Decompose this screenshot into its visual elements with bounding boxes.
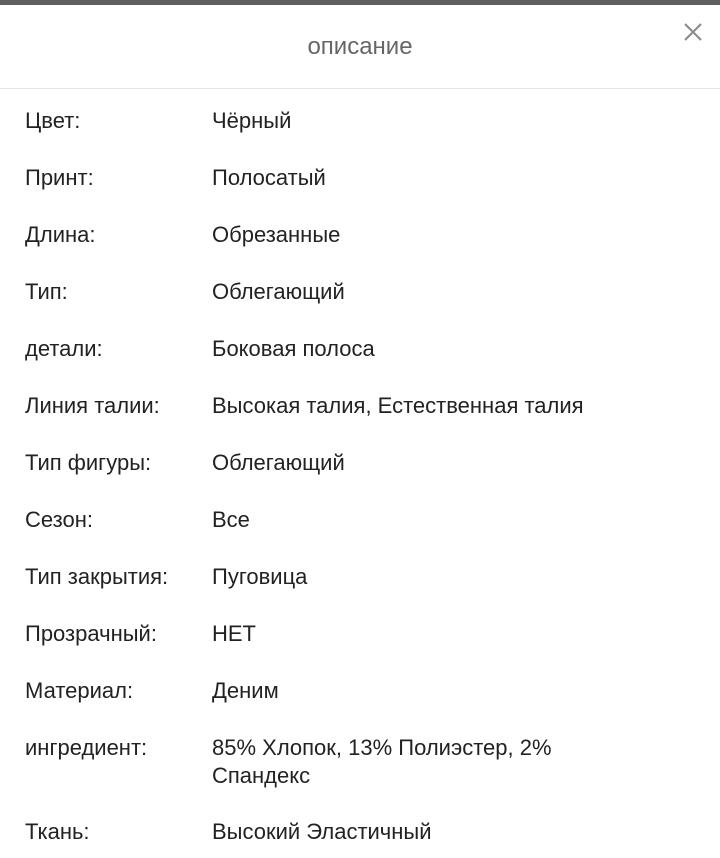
property-label: Длина: [25, 222, 96, 247]
close-icon[interactable] [680, 19, 706, 45]
property-value: Облегающий [212, 279, 345, 304]
property-row-closure-type [0, 546, 720, 603]
properties-list [0, 90, 720, 858]
property-label: Линия талии: [25, 393, 160, 418]
property-value: Пуговица [212, 564, 308, 589]
property-row-print [0, 147, 720, 204]
property-row-season [0, 489, 720, 546]
property-value: Обрезанные [212, 222, 341, 247]
property-value: Чёрный [212, 108, 292, 133]
property-row-fit-type [0, 432, 720, 489]
property-label: Тип фигуры: [25, 450, 152, 475]
property-row-length [0, 204, 720, 261]
property-label: Сезон: [25, 507, 93, 532]
property-value: Полосатый [212, 165, 326, 190]
dialog-title: описание [307, 33, 413, 60]
property-label: ингредиент: [25, 735, 148, 760]
property-value: Высокий Эластичный [212, 819, 432, 844]
property-value: Боковая полоса [212, 336, 375, 361]
property-row-type [0, 261, 720, 318]
property-label: Прозрачный: [25, 621, 157, 646]
property-row-sheer [0, 603, 720, 660]
property-row-waistline [0, 375, 720, 432]
property-row-fabric [0, 801, 720, 858]
property-value: НЕТ [212, 621, 256, 646]
property-value: 85% Хлопок, 13% Полиэстер, 2% Спандекс [212, 735, 552, 788]
property-label: Тип закрытия: [25, 564, 169, 589]
property-row-composition [0, 717, 720, 801]
property-row-details [0, 318, 720, 375]
property-row-material [0, 660, 720, 717]
property-label: Цвет: [25, 108, 81, 133]
property-label: Тип: [25, 279, 68, 304]
dialog-header [0, 5, 720, 89]
property-value: Высокая талия, Естественная талия [212, 393, 584, 418]
property-row-color [0, 90, 720, 147]
property-label: детали: [25, 336, 103, 361]
property-label: Ткань: [25, 819, 90, 844]
close-icon-glyph [680, 19, 706, 45]
property-label: Материал: [25, 678, 134, 703]
property-value: Облегающий [212, 450, 345, 475]
property-label: Принт: [25, 165, 94, 190]
property-value: Деним [212, 678, 279, 703]
property-value: Все [212, 507, 250, 532]
